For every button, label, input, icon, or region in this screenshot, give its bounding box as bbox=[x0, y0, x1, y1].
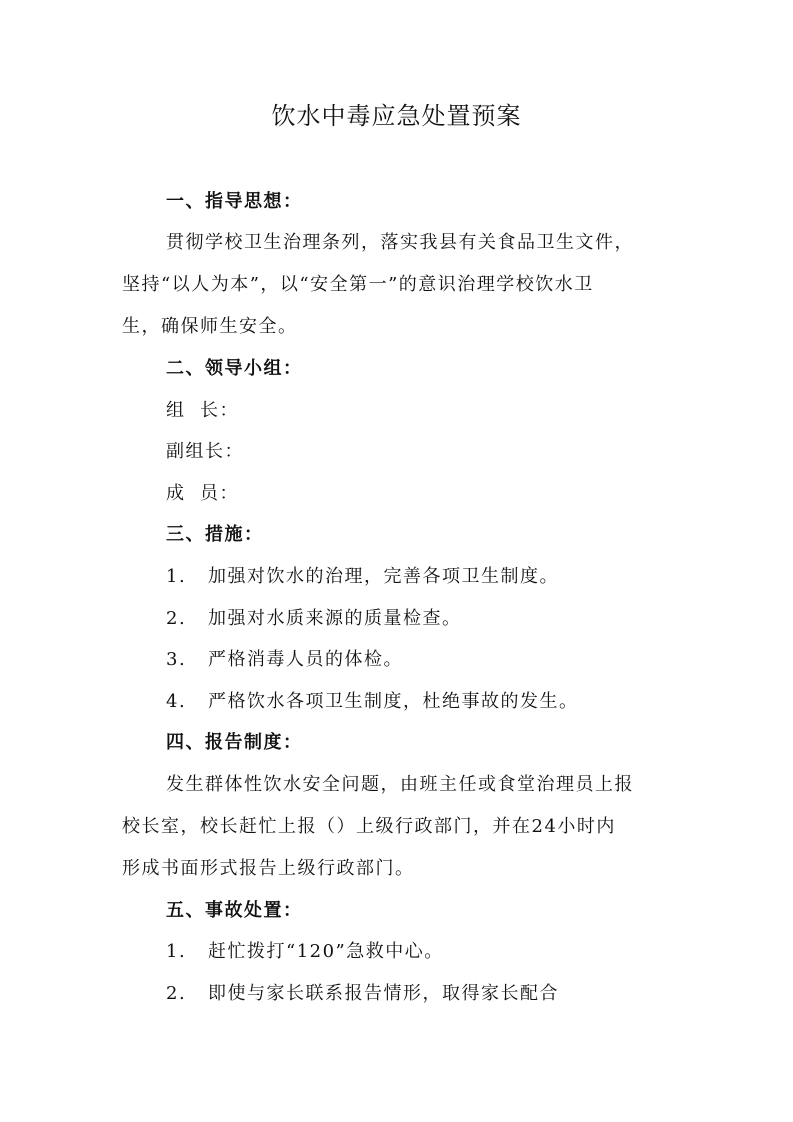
section-heading-incident-handling: 五、事故处置： bbox=[166, 900, 303, 921]
list-item-text: 加强对水质来源的质量检查。 bbox=[208, 608, 462, 629]
paragraph-line: 发生群体性饮水安全问题，由班主任或食堂治理员上报 bbox=[166, 774, 634, 795]
list-item-text: 严格饮水各项卫生制度，杜绝事故的发生。 bbox=[208, 691, 579, 712]
list-item bbox=[166, 563, 726, 591]
section-heading-leadership-group: 二、领导小组： bbox=[166, 358, 303, 379]
list-item-text: 加强对饮水的治理，完善各项卫生制度。 bbox=[208, 566, 559, 587]
list-item-text: 严格消毒人员的体检。 bbox=[208, 649, 403, 670]
list-item-text: 赶忙拨打“120”急救中心。 bbox=[208, 941, 444, 962]
list-item-number: 2. bbox=[166, 608, 187, 629]
list-item-number: 1. bbox=[166, 941, 187, 962]
section-heading-guiding-thought: 一、指导思想： bbox=[166, 191, 303, 212]
paragraph-line: 生，确保师生安全。 bbox=[122, 316, 298, 337]
list-item bbox=[166, 605, 726, 633]
group-leader-label: 组 长： bbox=[166, 400, 239, 421]
list-item-number: 1. bbox=[166, 566, 187, 587]
section-heading-reporting-system: 四、报告制度： bbox=[166, 732, 303, 753]
list-item-number: 3. bbox=[166, 649, 187, 670]
members-label: 成 员： bbox=[166, 483, 239, 504]
list-item-number: 4. bbox=[166, 691, 187, 712]
section-heading-measures: 三、措施： bbox=[166, 524, 264, 545]
list-item bbox=[166, 688, 726, 716]
deputy-leader-label: 副组长： bbox=[166, 441, 244, 462]
paragraph-line: 形成书面形式报告上级行政部门。 bbox=[122, 858, 415, 879]
list-item bbox=[166, 938, 726, 966]
list-item bbox=[166, 646, 726, 674]
list-item-number: 2. bbox=[166, 983, 187, 1004]
paragraph-line: 贯彻学校卫生治理条列，落实我县有关食品卫生文件， bbox=[166, 232, 634, 253]
paragraph-line: 校长室，校长赶忙上报（）上级行政部门，并在24小时内 bbox=[122, 816, 616, 837]
list-item-text: 即使与家长联系报告情形，取得家长配合 bbox=[208, 983, 559, 1004]
paragraph-line: 坚持“以人为本”，以“安全第一”的意识治理学校饮水卫 bbox=[122, 274, 594, 295]
document-title: 饮水中毒应急处置预案 bbox=[271, 102, 522, 130]
list-item bbox=[166, 980, 726, 1008]
